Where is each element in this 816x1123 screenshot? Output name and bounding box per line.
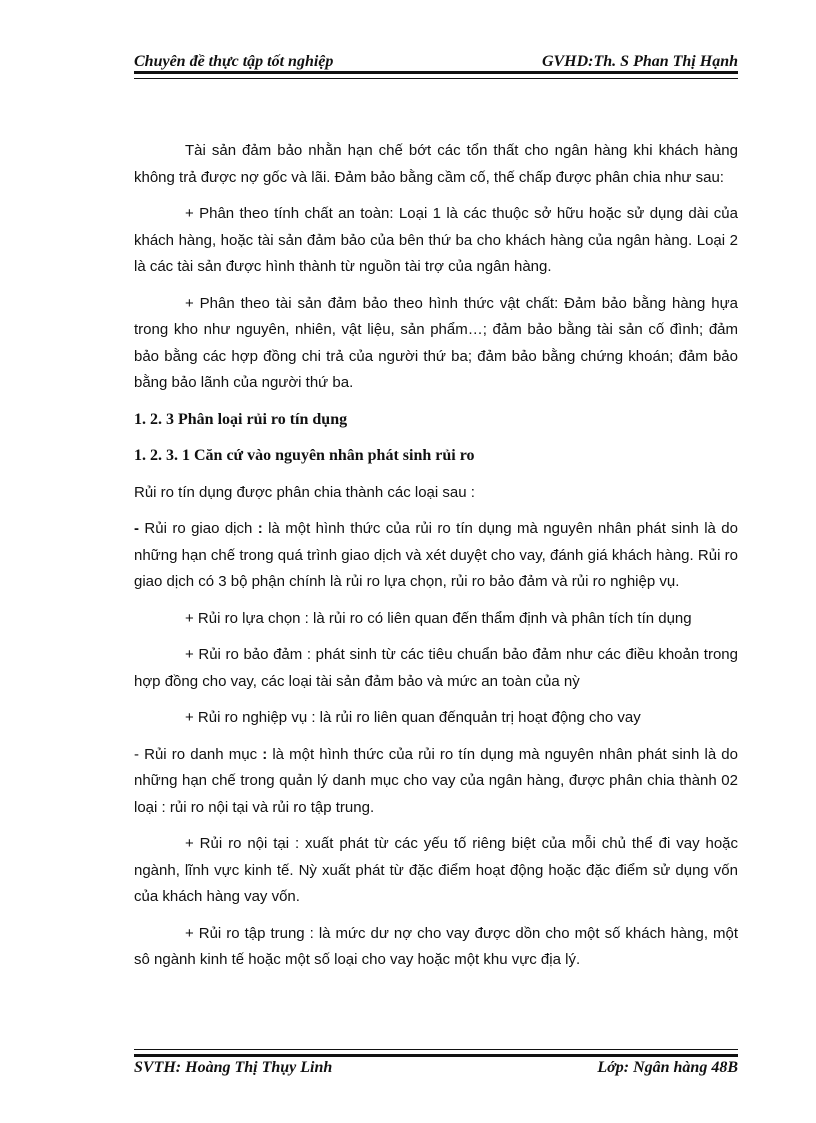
paragraph-selection-risk: + Rủi ro lựa chọn : là rủi ro có liên quan đến thẩm định và phân tích tín dụng (185, 609, 692, 627)
header-supervisor: GVHD:Th. S Phan Thị Hạnh (541, 53, 738, 70)
header-document-title: Chuyên đề thực tập tốt nghiệp (134, 53, 334, 70)
footer-student: SVTH: Hoàng Thị Thụy Linh (134, 1059, 333, 1076)
term-colon: : (257, 745, 268, 763)
term-transaction-risk: Rủi ro giao dịch (139, 520, 253, 537)
term-colon: : (252, 520, 263, 537)
subsection-heading: 1. 2. 3. 1 Căn cứ vào nguyên nhân phát sinh rủi ro (134, 447, 475, 464)
paragraph-concentration-risk: + Rủi ro tập trung : là mức dư nợ cho vay được dồn cho một số khách hàng, một sô ngành kinh tế hoặc một số loại cho vay hoặc một khu vực địa lý. (134, 924, 738, 968)
dash-marker: - (134, 520, 139, 537)
paragraph-risk-types-intro: Rủi ro tín dụng được phân chia thành các loại sau : (134, 483, 475, 501)
paragraph-collateral-intro: Tài sản đảm bảo nhằn hạn chế bớt các tổn thất cho ngân hàng khi khách hàng không trả được nợ gốc và lãi. Đảm bảo bằng cầm cố, thế chấp được phân chia như sau: (134, 142, 738, 186)
page-body (134, 138, 738, 984)
paragraph-guarantee-risk: + Rủi ro bảo đảm : phát sinh từ các tiêu chuẩn bảo đảm như các điều khoản trong hợp đồng cho vay, các loại tài sản đảm bảo và mức an toàn của nỳ (134, 646, 738, 690)
paragraph-safety-classification: + Phân theo tính chất an toàn: Loại 1 là các thuộc sở hữu hoặc sử dụng dài của khách hàng, hoặc tài sản đảm bảo của bên thứ ba cho khách hàng của ngân hàng. Loại 2 là các tài sản được hình thành từ nguồn tài trợ của ngân hàng. (134, 205, 738, 275)
paragraph-operational-risk: + Rủi ro nghiệp vụ : là rủi ro liên quan đếnquản trị hoạt động cho vay (185, 709, 641, 726)
page-footer (134, 1056, 738, 1080)
header-divider (134, 71, 738, 79)
paragraph-transaction-risk (134, 516, 738, 596)
transaction-risk-definition: là một hình thức của rủi ro tín dụng mà nguyên nhân phát sinh là do những hạn chế trong quá trình giao dịch và xét duyệt cho vay, đánh giá khách hàng. Rủi ro giao dịch có 3 bộ phận chính là rủi ro lựa chọn, rủi ro bảo đảm và rủi ro nghiệp vụ. (134, 520, 738, 590)
portfolio-risk-definition: là một hình thức của rủi ro tín dụng mà nguyên nhân phát sinh là do những hạn chế trong quản lý danh mục cho vay của ngân hàng, được phân chia thành 02 loại : rủi ro nội tại và rủi ro tập trung. (134, 745, 738, 816)
footer-class: Lớp: Ngân hàng 48B (597, 1059, 738, 1076)
section-heading: 1. 2. 3 Phân loại rủi ro tín dụng (134, 410, 348, 428)
term-portfolio-risk: - Rủi ro danh mục (134, 745, 258, 763)
paragraph-intrinsic-risk: + Rủi ro nội tại : xuất phát từ các yếu tố riêng biệt của mỗi chủ thể đi vay hoặc ngành, lĩnh vực kinh tế. Nỳ xuất phát từ đặc điểm hoạt động hoặc đặc điểm sử dụng vốn của khách hàng vay vốn. (134, 835, 738, 905)
paragraph-physical-form-classification: + Phân theo tài sản đảm bảo theo hình thức vật chất: Đảm bảo bằng hàng hựa trong kho như nguyên, nhiên, vật liệu, sản phẩm…; đảm bảo bằng tài sản cố đình; đảm bảo bằng các hợp đồng chi trả của người thứ ba; đảm bảo bằng chứng khoán; đảm bảo bằng bảo lãnh của người thứ ba. (134, 294, 738, 391)
paragraph-portfolio-risk (134, 742, 738, 822)
page-header (134, 47, 738, 71)
